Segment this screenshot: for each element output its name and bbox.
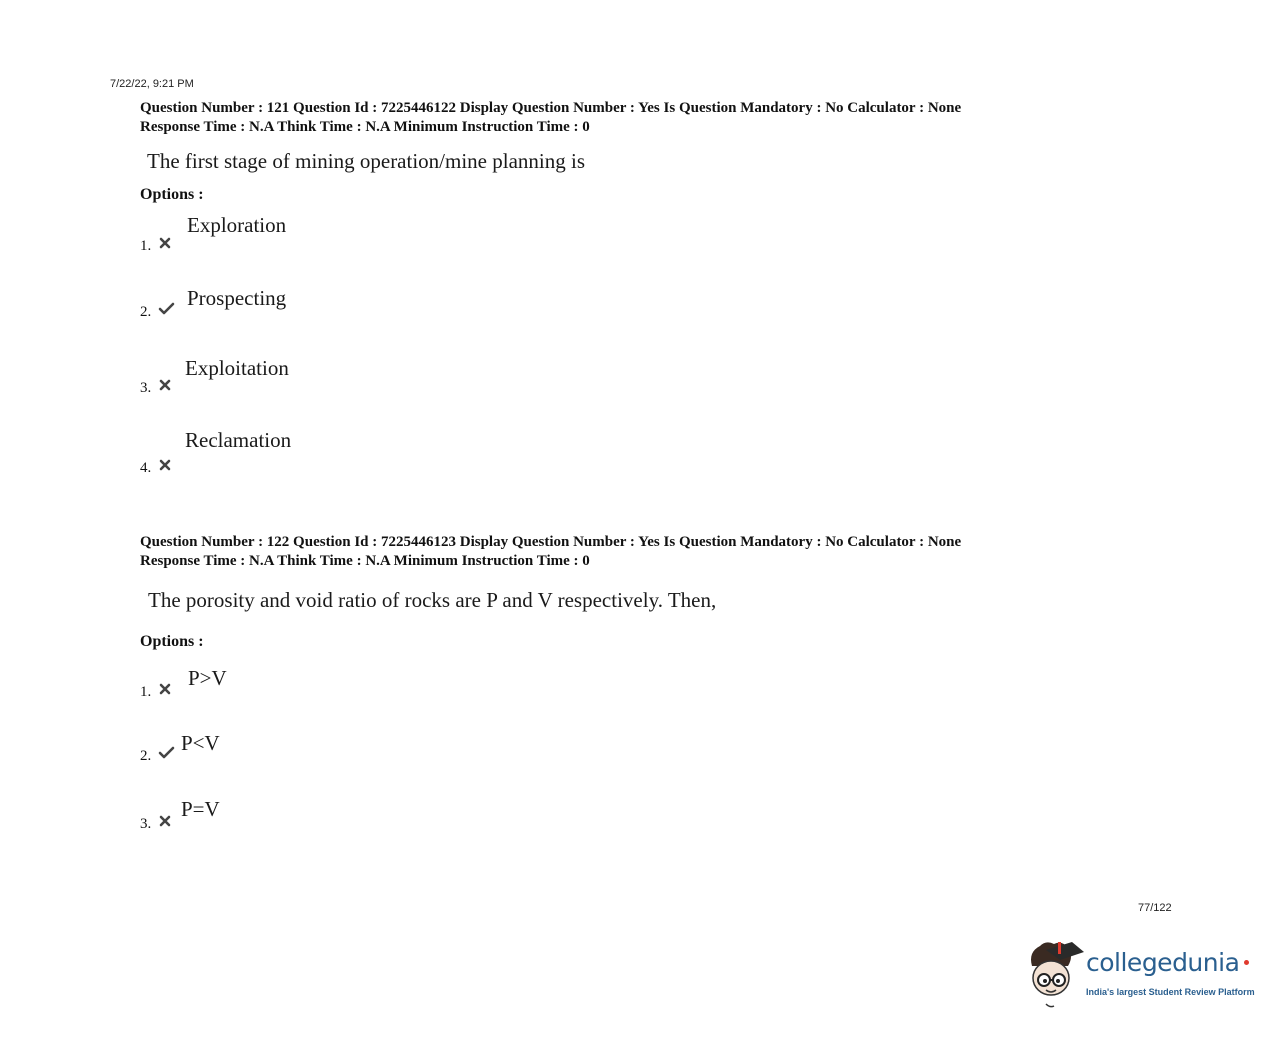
option-number: 2. bbox=[140, 304, 152, 320]
logo-tagline: India's largest Student Review Platform bbox=[1086, 987, 1255, 997]
option-text: P<V bbox=[181, 731, 220, 755]
option-item bbox=[140, 210, 540, 270]
question-meta bbox=[140, 99, 961, 137]
question-meta-line: Question Number : 121 Question Id : 7225446122 Display Question Number : Yes Is Question Mandatory : No Calculator : None bbox=[140, 100, 962, 116]
option-number: 2. bbox=[140, 748, 152, 764]
option-number: 1. bbox=[140, 684, 152, 700]
cross-icon bbox=[158, 814, 172, 828]
print-timestamp: 7/22/22, 9:21 PM bbox=[110, 78, 194, 90]
question-meta-line: Question Number : 122 Question Id : 7225446123 Display Question Number : Yes Is Question Mandatory : No Calculator : None bbox=[140, 534, 962, 550]
cross-icon bbox=[158, 458, 172, 472]
logo-brand: collegedunia bbox=[1086, 948, 1240, 977]
option-item bbox=[140, 796, 540, 856]
option-item bbox=[140, 664, 540, 724]
option-number: 1. bbox=[140, 238, 152, 254]
checkmark-icon bbox=[158, 746, 175, 760]
option-item bbox=[140, 282, 540, 342]
option-number: 3. bbox=[140, 816, 152, 832]
cross-icon bbox=[158, 378, 172, 392]
options-label: Options : bbox=[140, 633, 204, 650]
question-text: The porosity and void ratio of rocks are P and V respectively. Then, bbox=[148, 588, 717, 612]
option-text: P=V bbox=[181, 797, 220, 821]
option-text: P>V bbox=[188, 666, 227, 690]
question-meta bbox=[140, 533, 961, 571]
option-number: 4. bbox=[140, 460, 152, 476]
question-meta-line: Response Time : N.A Think Time : N.A Minimum Instruction Time : 0 bbox=[140, 553, 590, 569]
mascot-icon bbox=[1024, 938, 1086, 1010]
option-item bbox=[140, 730, 540, 790]
logo-dot bbox=[1244, 960, 1249, 965]
option-text: Reclamation bbox=[185, 428, 292, 452]
checkmark-icon bbox=[158, 302, 175, 316]
option-item bbox=[140, 354, 540, 414]
option-text: Prospecting bbox=[187, 286, 287, 310]
option-text: Exploration bbox=[187, 213, 287, 237]
option-item bbox=[140, 426, 540, 486]
question-text: The first stage of mining operation/mine planning is bbox=[147, 149, 585, 173]
options-label: Options : bbox=[140, 186, 204, 203]
collegedunia-logo bbox=[1024, 938, 1254, 1010]
question-meta-line: Response Time : N.A Think Time : N.A Minimum Instruction Time : 0 bbox=[140, 119, 590, 135]
option-text: Exploitation bbox=[185, 356, 289, 380]
option-number: 3. bbox=[140, 380, 152, 396]
cross-icon bbox=[158, 236, 172, 250]
page-number: 77/122 bbox=[1138, 902, 1172, 914]
cross-icon bbox=[158, 682, 172, 696]
